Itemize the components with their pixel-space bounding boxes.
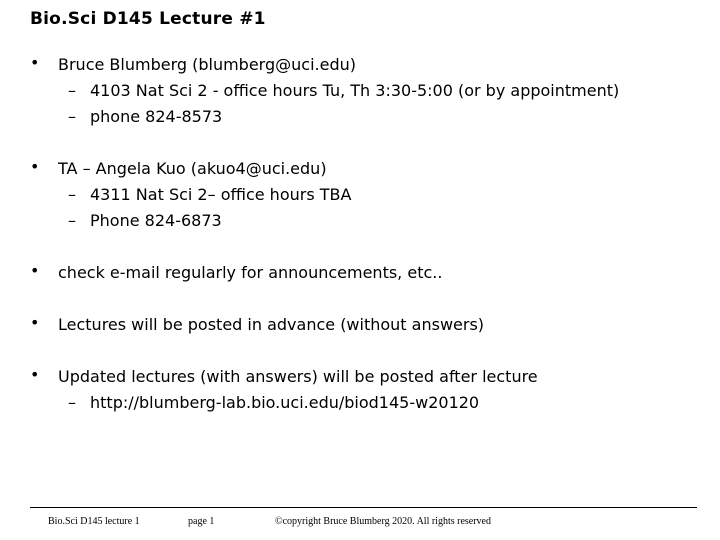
bullet-marker: • bbox=[30, 53, 40, 72]
sub-item-text: 4311 Nat Sci 2– office hours TBA bbox=[90, 185, 352, 204]
bullet-ta bbox=[30, 156, 710, 234]
bullet-marker: • bbox=[30, 157, 40, 176]
bullet-email bbox=[30, 260, 710, 286]
sub-item-phone bbox=[58, 104, 710, 130]
bullet-updated-lectures bbox=[30, 364, 710, 416]
sub-marker: – bbox=[68, 107, 76, 126]
sub-item-text: Phone 824-6873 bbox=[90, 211, 222, 230]
sub-item-phone bbox=[58, 208, 710, 234]
bullet-text: TA – Angela Kuo (akuo4@uci.edu) bbox=[58, 159, 327, 178]
sub-marker: – bbox=[68, 185, 76, 204]
sub-item-office bbox=[58, 78, 710, 104]
slide-title: Bio.Sci D145 Lecture #1 bbox=[30, 9, 266, 29]
bullet-marker: • bbox=[30, 365, 40, 384]
bullet-marker: • bbox=[30, 313, 40, 332]
sub-item-text: phone 824-8573 bbox=[90, 107, 223, 126]
bullet-text: Lectures will be posted in advance (without answers) bbox=[58, 315, 485, 334]
footer-divider bbox=[30, 507, 697, 508]
sub-marker: – bbox=[68, 393, 76, 412]
bullet-marker: • bbox=[30, 261, 40, 280]
bullet-instructor bbox=[30, 52, 710, 130]
sub-item-office bbox=[58, 182, 710, 208]
footer-copyright: ©copyright Bruce Blumberg 2020. All rights reserved bbox=[275, 516, 491, 527]
sub-item-url bbox=[58, 390, 710, 416]
footer-page-number: page 1 bbox=[188, 516, 215, 527]
sub-marker: – bbox=[68, 81, 76, 100]
sub-marker: – bbox=[68, 211, 76, 230]
lecture-url-link[interactable]: http://blumberg-lab.bio.uci.edu/biod145-w20120 bbox=[90, 393, 480, 412]
bullet-lectures bbox=[30, 312, 710, 338]
bullet-list bbox=[30, 52, 710, 442]
footer-course: Bio.Sci D145 lecture 1 bbox=[48, 516, 140, 527]
bullet-text: Bruce Blumberg (blumberg@uci.edu) bbox=[58, 55, 356, 74]
sub-item-text: 4103 Nat Sci 2 - office hours Tu, Th 3:30-5:00 (or by appointment) bbox=[90, 81, 620, 100]
bullet-text: Updated lectures (with answers) will be posted after lecture bbox=[58, 367, 538, 386]
bullet-text: check e-mail regularly for announcements, etc.. bbox=[58, 263, 443, 282]
